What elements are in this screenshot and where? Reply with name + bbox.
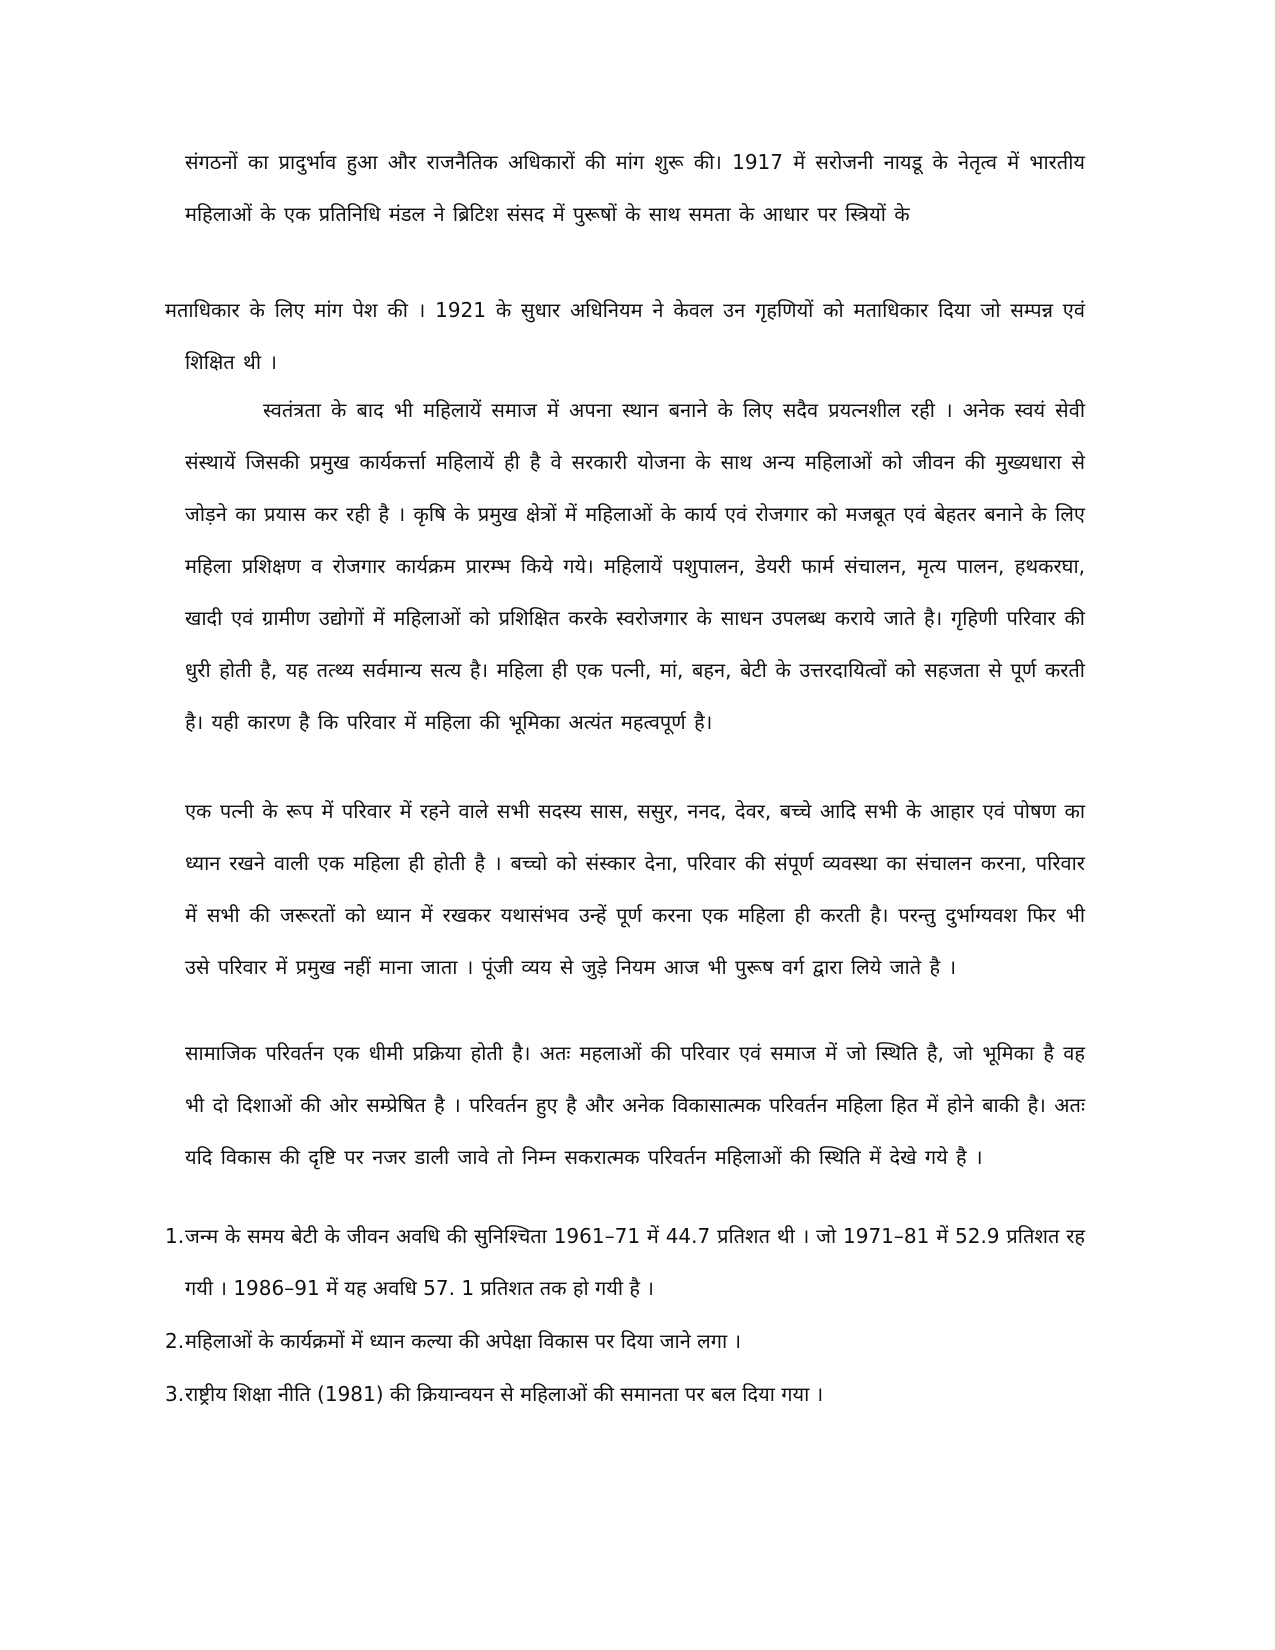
list-item (165, 1315, 1085, 1367)
list-number: 2. (165, 1329, 185, 1353)
list-item (165, 1368, 1085, 1420)
paragraph-2: मताधिकार के लिए मांग पेश की । 1921 के सुधार अधिनियम ने केवल उन गृहणियों को मताधिकार दिया जो सम्पन्न एवं शिक्षित थी । (165, 298, 1085, 374)
paragraph-5: सामाजिक परिवर्तन एक धीमी प्रक्रिया होती है। अतः महलाओं की परिवार एवं समाज में जो स्थिति है, जो भूमिका है वह भी दो दिशाओं की ओर सम्प्रेषित है । परिवर्तन हुए है और अनेक विकासात्मक परिवर्तन महिला हित में होने बाकी है। अतः यदि विकास की दृष्टि पर नजर डाली जावे तो निम्न सकरात्मक परिवर्तन महिलाओं की स्थिति में देखे गये है । (185, 1041, 1085, 1169)
list-item (165, 1210, 1085, 1314)
paragraph-4: एक पत्नी के रूप में परिवार में रहने वाले सभी सदस्य सास, ससुर, ननद, देवर, बच्चे आदि सभी के आहार एवं पोषण का ध्यान रखने वाली एक महिला ही होती है । बच्चो को संस्कार देना, परिवार की संपूर्ण व्यवस्था का संचालन करना, परिवार में सभी की जरूरतों को ध्यान में रखकर यथासंभव उन्हें पूर्ण करना एक महिला ही करती है। परन्तु दुर्भाग्यवश फिर भी उसे परिवार में प्रमुख नहीं माना जाता । पूंजी व्यय से जुड़े नियम आज भी पुरूष वर्ग द्वारा लिये जाते है । (185, 799, 1086, 979)
paragraph-1: संगठनों का प्रादुर्भाव हुआ और राजनैतिक अधिकारों की मांग शुरू की। 1917 में सरोजनी नायडू के नेतृत्व में भारतीय महिलाओं के एक प्रतिनिधि मंडल ने ब्रिटिश संसद में पुरूषों के साथ समता के आधार पर स्त्रियों के (185, 150, 1085, 226)
paragraph-3: स्वतंत्रता के बाद भी महिलायें समाज में अपना स्थान बनाने के लिए सदैव प्रयत्नशील रही । अनेक स्वयं सेवी संस्थायें जिसकी प्रमुख कार्यकर्त्ता महिलायें ही है वे सरकारी योजना के साथ अन्य महिलाओं को जीवन की मुख्यधारा से जोड़ने का प्रयास कर रही है । कृषि के प्रमुख क्षेत्रों में महिलाओं के कार्य एवं रोजगार को मजबूत एवं बेहतर बनाने के लिए महिला प्रशिक्षण व रोजगार कार्यक्रम प्रारम्भ किये गये। महिलायें पशुपालन, डेयरी फार्म संचालन, मृत्य पालन, हथकरघा, खादी एवं ग्रामीण उद्योगों में महिलाओं को प्रशिक्षित करके स्वरोजगार के साधन उपलब्ध कराये जाते है। गृहिणी परिवार की धुरी होती है, यह तत्थ्य सर्वमान्य सत्य है। महिला ही एक पत्नी, मां, बहन, बेटी के उत्तरदायित्वों को सहजता से पूर्ण करती है। यही कारण है कि परिवार में महिला की भूमिका अत्यंत महत्वपूर्ण है। (185, 398, 1085, 734)
list-number: 1. (165, 1224, 185, 1248)
list-text: राष्ट्रीय शिक्षा नीति (1981) की क्रियान्वयन से महिलाओं की समानता पर बल दिया गया । (185, 1382, 824, 1406)
list-number: 3. (165, 1382, 185, 1406)
list-text: जन्म के समय बेटी के जीवन अवधि की सुनिश्चिता 1961–71 में 44.7 प्रतिशत थी । जो 1971–81 में 52.9 प्रतिशत रह गयी । 1986–91 में यह अवधि 57. 1 प्रतिशत तक हो गयी है । (185, 1224, 1085, 1300)
list-text: महिलाओं के कार्यक्रमों में ध्यान कल्या की अपेक्षा विकास पर दिया जाने लगा । (185, 1329, 742, 1353)
